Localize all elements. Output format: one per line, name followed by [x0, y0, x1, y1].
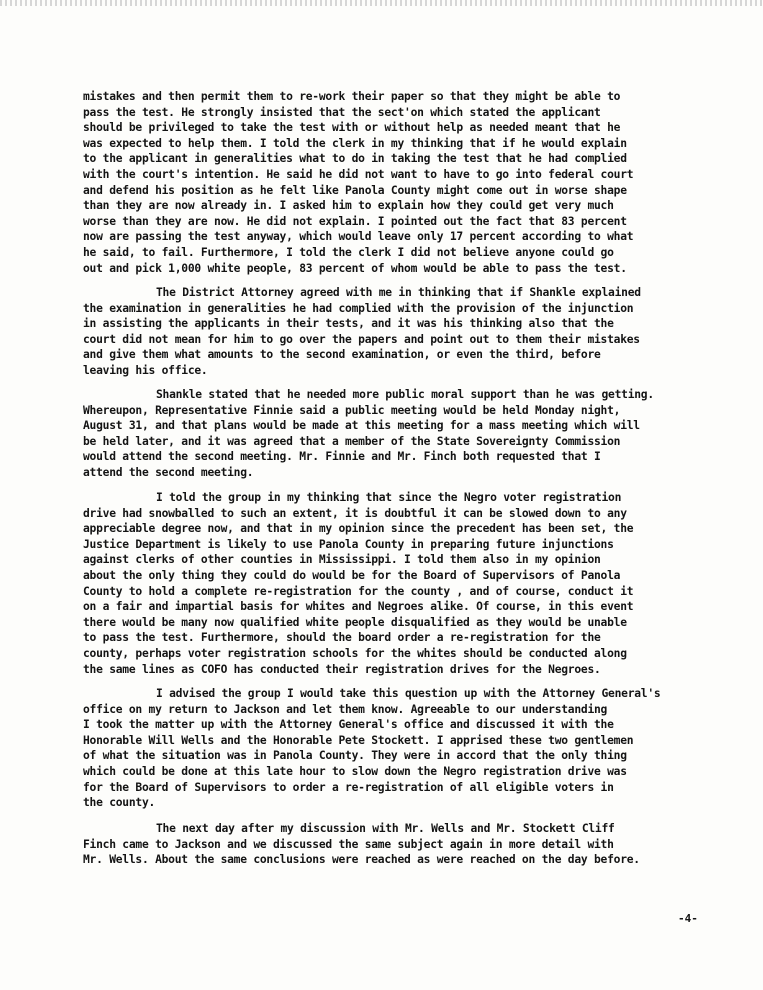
text-line: in assisting the applicants in their tests, and it was his thinking also that the [83, 317, 614, 331]
text-line: than they are now already in. I asked him to explain how they could get very much [83, 199, 614, 213]
text-line: the county. [83, 796, 156, 810]
text-line: with the court's intention. He said he did not want to have to go into federal court [83, 167, 634, 181]
paragraph-3 [83, 387, 729, 481]
text-line: to pass the test. Furthermore, should the board order a re-registration for the [83, 631, 601, 645]
text-line: would attend the second meeting. Mr. Finnie and Mr. Finch both requested that I [83, 450, 601, 464]
text-line: which could be done at this late hour to slow down the Negro registration drive was [83, 764, 627, 778]
text-line: mistakes and then permit them to re-work their paper so that they might be able to [83, 90, 621, 103]
text-line: August 31, and that plans would be made at this meeting for a mass meeting which will [83, 419, 640, 433]
text-line: leaving his office. [83, 363, 208, 377]
text-line: he said, to fail. Furthermore, I told the clerk I did not believe anyone could go [83, 245, 614, 259]
text-line: drive had snowballed to such an extent, it is doubtful it can be slowed down to any [83, 506, 627, 520]
text-line: pass the test. He strongly insisted that the sect'on which stated the applicant [83, 105, 601, 119]
text-line: Whereupon, Representative Finnie said a public meeting would be held Monday night, [83, 403, 621, 417]
text-line: Justice Department is likely to use Panola County in preparing future injunctions [83, 537, 614, 551]
text-line: I took the matter up with the Attorney General's office and discussed it with the [83, 718, 614, 732]
paragraph-4 [83, 490, 729, 677]
text-line: The District Attorney agreed with me in thinking that if Shankle explained [156, 286, 641, 299]
text-line: office on my return to Jackson and let them know. Agreeable to our understanding [83, 702, 608, 716]
text-line: county, perhaps voter registration schools for the whites should be conducted along [83, 646, 627, 660]
text-line: against clerks of other counties in Mississippi. I told them also in my opinion [83, 553, 601, 567]
text-line: about the only thing they could do would be for the Board of Supervisors of Panola [83, 568, 621, 582]
text-line: of what the situation was in Panola County. They were in accord that the only thing [83, 749, 627, 763]
text-line: court did not mean for him to go over the papers and point out to them their mistakes [83, 332, 640, 346]
paragraph-1 [83, 89, 729, 276]
text-line: Mr. Wells. About the same conclusions were reached as were reached on the day before. [83, 853, 640, 867]
text-line: Shankle stated that he needed more public moral support than he was getting. [156, 388, 654, 401]
text-line: out and pick 1,000 white people, 83 percent of whom would be able to pass the test. [83, 261, 627, 275]
text-line: there would be many now qualified white people disqualified as they would be unable [83, 615, 627, 629]
text-line: Finch came to Jackson and we discussed the same subject again in more detail with [83, 837, 614, 851]
text-line: worse than they are now. He did not explain. I pointed out the fact that 83 percent [83, 214, 627, 228]
text-line: The next day after my discussion with Mr. Wells and Mr. Stockett Cliff [156, 822, 615, 835]
text-line: to the applicant in generalities what to do in taking the test that he had complied [83, 152, 627, 166]
text-line: I told the group in my thinking that since the Negro voter registration [156, 491, 622, 504]
text-line: the examination in generalities he had complied with the provision of the injunction [83, 301, 634, 315]
text-line: now are passing the test anyway, which would leave only 17 percent according to what [83, 230, 634, 244]
text-line: attend the second meeting. [83, 465, 254, 479]
scan-edge [0, 0, 763, 6]
text-line: County to hold a complete re-registration for the county , and of course, conduct it [83, 584, 634, 598]
text-line: for the Board of Supervisors to order a re-registration of all eligible voters in [83, 780, 614, 794]
text-line: appreciable degree now, and that in my opinion since the precedent has been set, the [83, 522, 634, 536]
paragraph-6 [83, 821, 729, 868]
paragraph-5 [83, 686, 729, 811]
text-line: was expected to help them. I told the clerk in my thinking that if he would explain [83, 136, 627, 150]
text-line: the same lines as COFO has conducted their registration drives for the Negroes. [83, 662, 601, 676]
paragraph-2 [83, 285, 729, 379]
text-line: on a fair and impartial basis for whites and Negroes alike. Of course, in this event [83, 600, 634, 614]
text-line: I advised the group I would take this question up with the Attorney General's [156, 687, 661, 700]
text-line: Honorable Will Wells and the Honorable Pete Stockett. I apprised these two gentlemen [83, 733, 634, 747]
text-line: should be privileged to take the test with or without help as needed meant that he [83, 121, 621, 135]
text-line: and give them what amounts to the second examination, or even the third, before [83, 348, 601, 362]
page-number: -4- [678, 912, 698, 925]
text-line: and defend his position as he felt like Panola County might come out in worse shape [83, 183, 627, 197]
text-line: be held later, and it was agreed that a member of the State Sovereignty Commission [83, 434, 621, 448]
